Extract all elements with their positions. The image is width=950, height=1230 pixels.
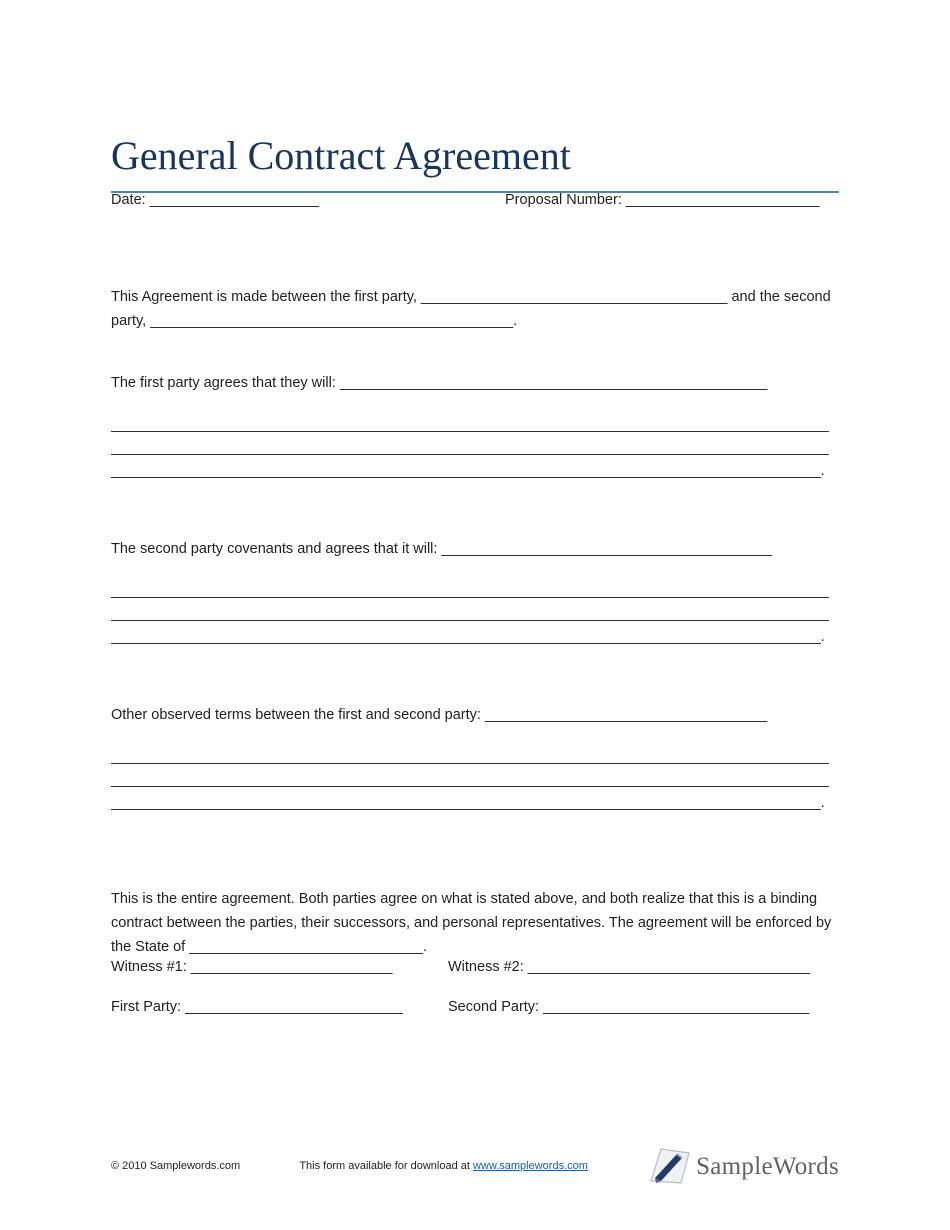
witness-2-line: Witness #2: ___________________________________ — [448, 959, 811, 975]
fill-in-line: ________________________________________________________________________________________. — [111, 463, 825, 479]
intro-paragraph: This Agreement is made between the first party, ______________________________________ and the second party, _____________________________________________. — [111, 288, 831, 329]
proposal-number-field: Proposal Number: ________________________ — [505, 192, 820, 208]
pen-paper-logo-icon — [647, 1145, 693, 1188]
fill-in-line: _________________________________________________________________________________________ — [111, 440, 829, 456]
section-second-party-terms — [111, 540, 839, 649]
section-first-party-terms — [111, 374, 839, 483]
closing-paragraph: This is the entire agreement. Both parties agree on what is stated above, and both realize that this is a binding contract between the parties, their successors, and personal representatives. The agreement will be enforced by the State of _____________________________. — [111, 890, 832, 955]
first-party-line: First Party: ___________________________ — [111, 999, 403, 1015]
section-label: Other observed terms between the first and second party: ___________________________________ — [111, 707, 768, 723]
party-signature-row — [111, 999, 839, 1021]
witness-1-line: Witness #1: _________________________ — [111, 959, 393, 975]
witness-signature-row — [111, 959, 839, 981]
download-note-text: This form available for download at — [299, 1160, 473, 1172]
fill-in-line: _________________________________________________________________________________________ — [111, 583, 829, 599]
meta-row — [111, 192, 839, 214]
fill-lines — [111, 414, 839, 483]
document-title: General Contract Agreement — [111, 131, 839, 193]
date-field: Date: _____________________ — [111, 192, 320, 208]
second-party-line: Second Party: _________________________________ — [448, 999, 810, 1015]
samplewords-logo — [647, 1145, 839, 1188]
page-footer — [111, 1136, 839, 1196]
fill-in-line: _________________________________________________________________________________________ — [111, 772, 829, 788]
fill-in-line: ________________________________________________________________________________________. — [111, 795, 825, 811]
fill-in-line: _________________________________________________________________________________________ — [111, 417, 829, 433]
fill-in-line: _________________________________________________________________________________________ — [111, 606, 829, 622]
fill-lines — [111, 746, 839, 815]
section-other-terms — [111, 706, 839, 815]
footer-copyright: © 2010 Samplewords.com — [111, 1160, 241, 1172]
fill-in-line: _________________________________________________________________________________________ — [111, 749, 829, 765]
section-label: The second party covenants and agrees that it will: _________________________________________ — [111, 541, 773, 557]
section-label: The first party agrees that they will: _____________________________________________________ — [111, 375, 768, 391]
footer-download-note — [299, 1160, 588, 1172]
fill-lines — [111, 580, 839, 649]
download-link[interactable]: www.samplewords.com — [472, 1160, 588, 1172]
logo-wordmark: SampleWords — [696, 1152, 839, 1180]
fill-in-line: ________________________________________________________________________________________. — [111, 629, 825, 645]
